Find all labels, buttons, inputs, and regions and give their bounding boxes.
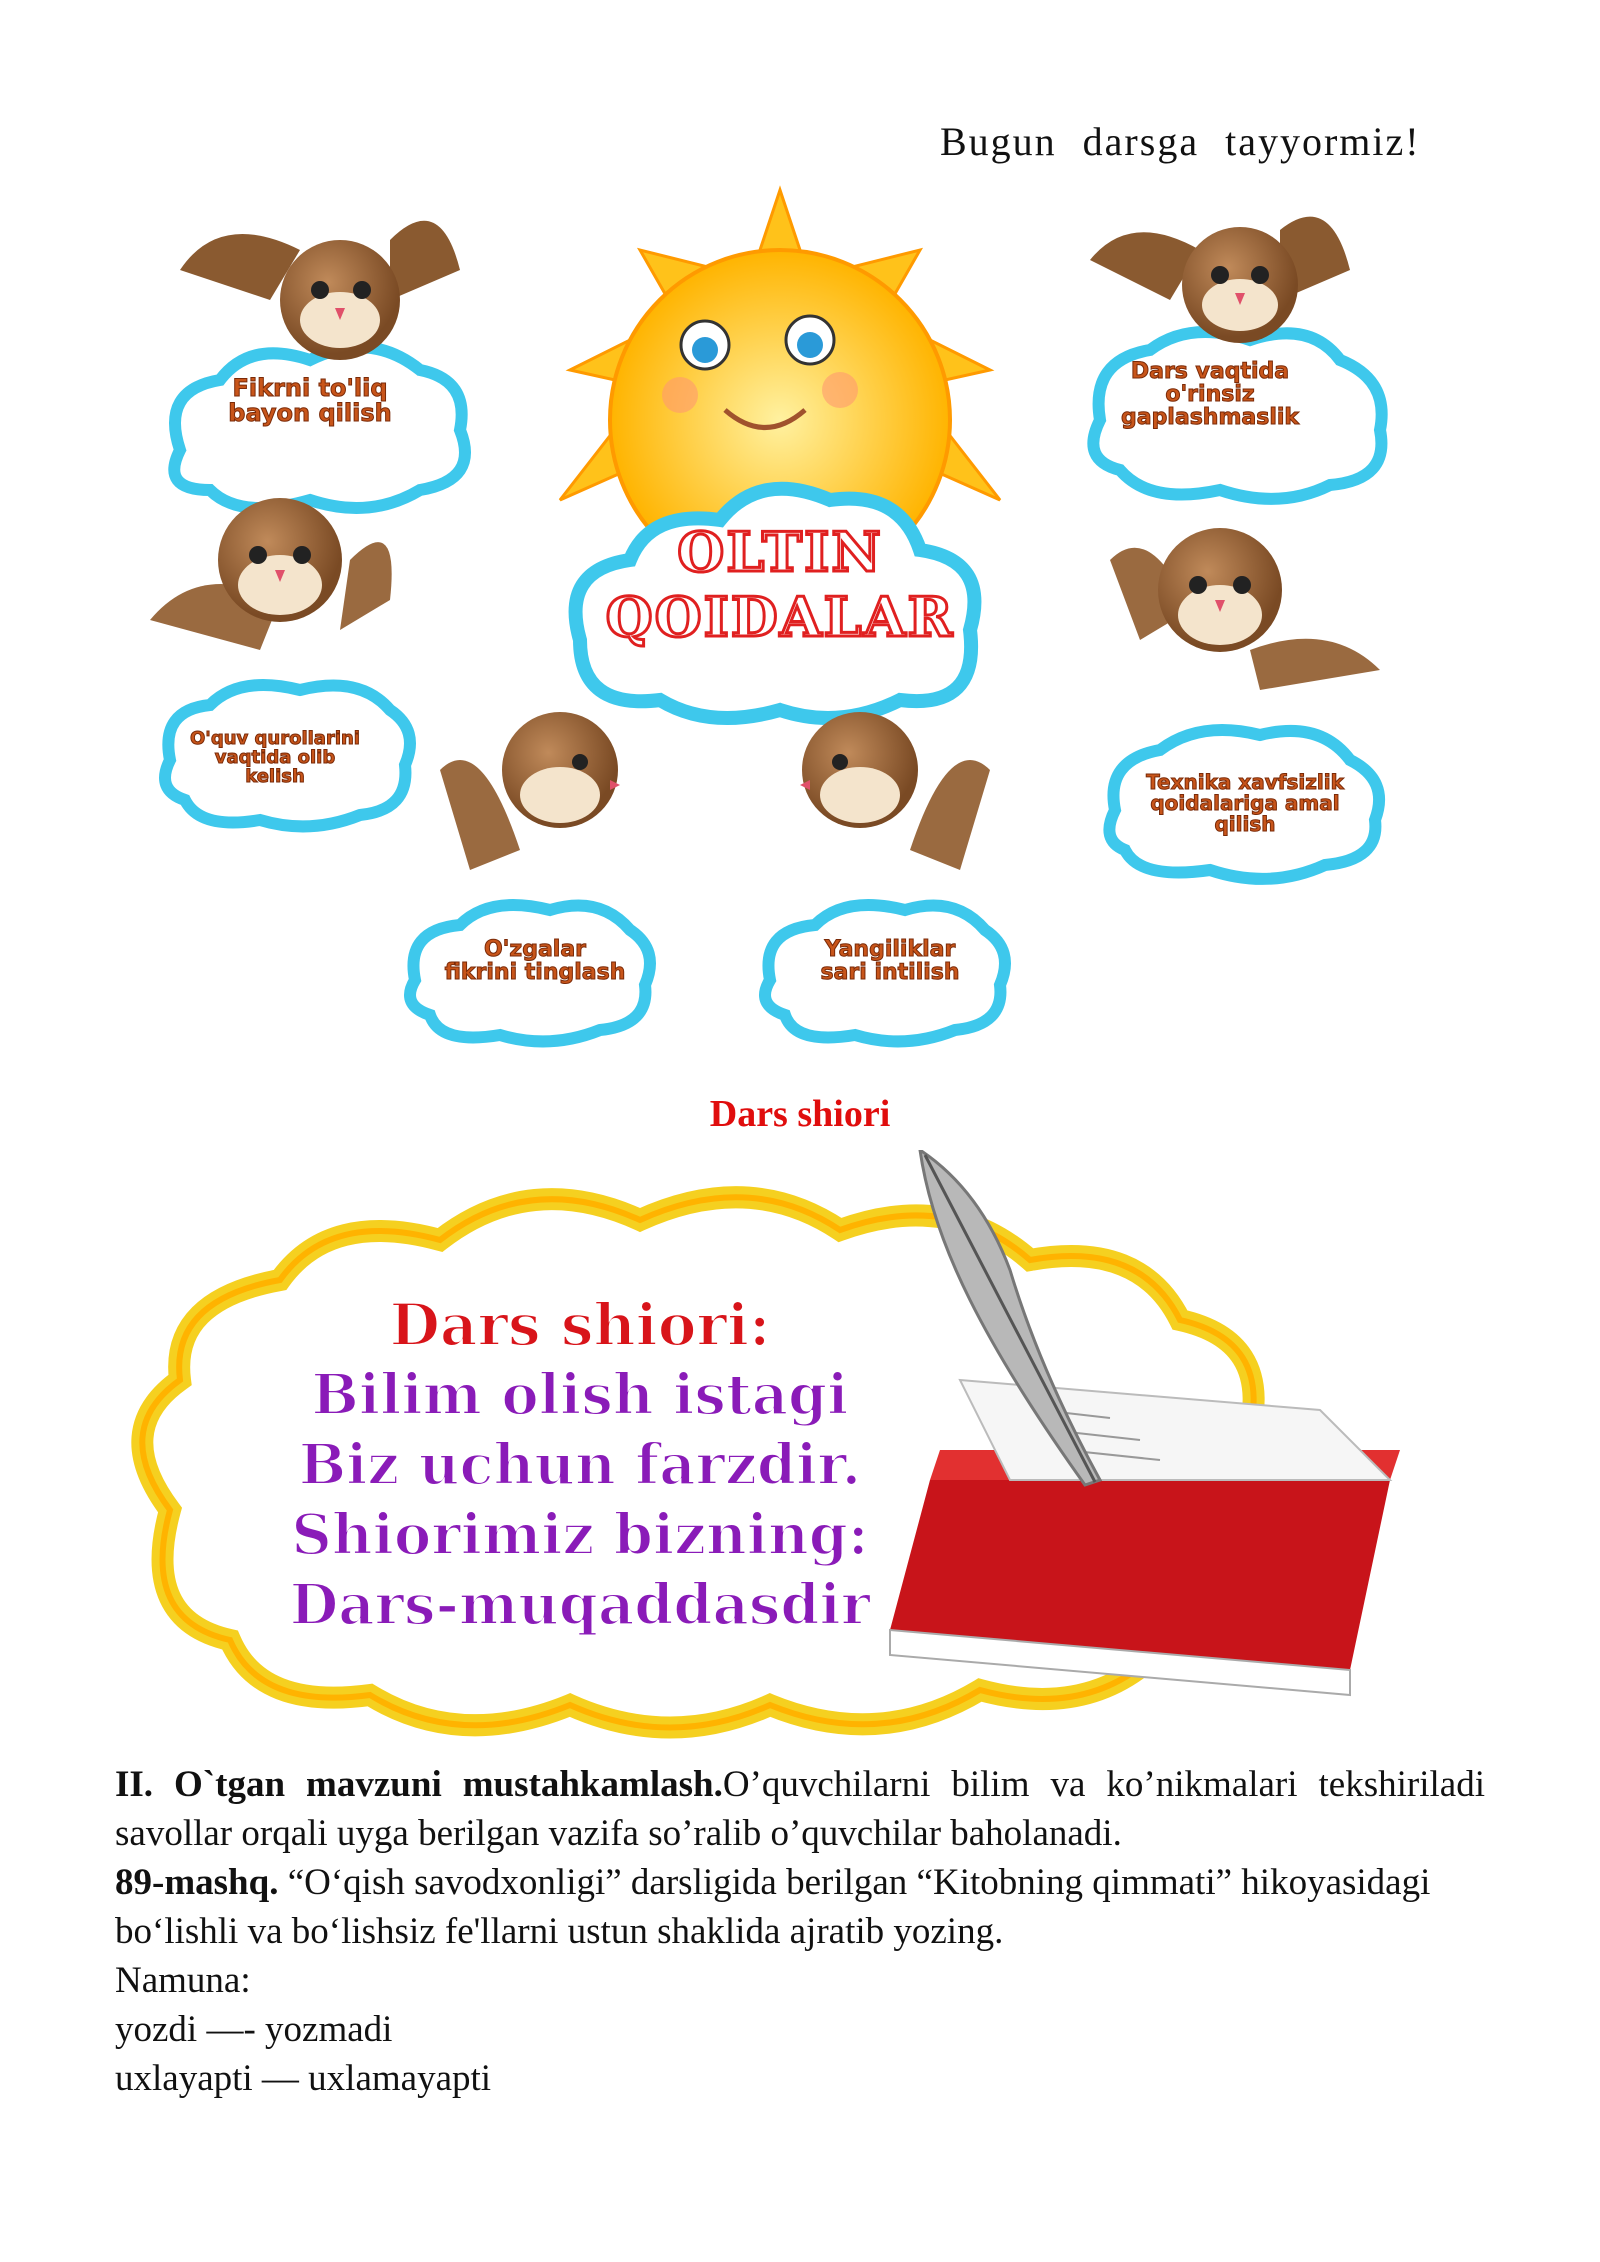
poster-title-line1: OLTIN: [677, 520, 883, 584]
exercise-text: “O‘qish savodxonligi” darsligida berilgan “Kitobning qimmati” hikoyasidagi bo‘lishli va bo‘lishsiz fe'llarni ustun shaklida ajratib yozing.: [115, 1862, 1431, 1952]
sample-label: Namuna:: [115, 1960, 251, 2001]
bird-5: [440, 712, 620, 870]
motto-line-4: Dars-muqaddasdir: [289, 1572, 871, 1638]
motto-line-2: Biz uchun farzdir.: [298, 1432, 862, 1498]
rule-4-line1: Texnika xavfsizlik: [1146, 770, 1344, 794]
rule-6-line2: sari intilish: [820, 960, 960, 986]
rule-5-line1: O'zgalar: [483, 937, 587, 962]
motto-text: [240, 1290, 920, 1640]
rule-4-line2: qoidalariga amal: [1150, 791, 1340, 815]
exercise-paragraph: [115, 1858, 1485, 1956]
rule-label-4: [1125, 772, 1365, 835]
bird-6: [800, 712, 990, 870]
lesson-body: [115, 1760, 1485, 2103]
motto-line-3: Shiorimiz bizning:: [291, 1502, 869, 1568]
rule-1-line2: bayon qilish: [228, 399, 392, 428]
section-paragraph: [115, 1760, 1485, 1858]
rule-label-1: [200, 376, 420, 426]
section-text: O’quvchilarni bilim va ko’nikmalari tekshiriladi savollar orqali uyga berilgan vazifa so’ralib o’quvchilar baholanadi.: [115, 1764, 1485, 1854]
bird-2: [1090, 217, 1350, 343]
rule-label-3: [160, 730, 390, 787]
greeting-text: Bugun darsga tayyormiz!: [940, 119, 1421, 164]
example-1: yozdi —- yozmadi: [115, 2009, 393, 2050]
section-heading: II. O`tgan mavzuni mustahkamlash.: [115, 1764, 723, 1805]
bird-3: [150, 498, 392, 650]
rule-label-5: [430, 938, 640, 984]
bird-1: [180, 221, 460, 360]
rule-3-line3: kelish: [245, 765, 305, 787]
rule-6-line1: Yangiliklar: [824, 937, 956, 962]
poster-title: [600, 520, 960, 650]
section-subtitle: Dars shiori: [709, 1093, 891, 1135]
example-2: uxlayapti — uxlamayapti: [115, 2058, 492, 2099]
rule-cloud-1: [174, 347, 465, 508]
rule-2-line1: Dars vaqtida: [1130, 359, 1290, 384]
rule-3-line2: vaqtida olib: [214, 746, 336, 768]
rule-2-line2: o'rinsiz: [1165, 382, 1255, 408]
rule-2-line3: gaplashmaslik: [1120, 405, 1300, 431]
rule-1-line1: Fikrni to'liq: [232, 374, 388, 402]
exercise-label: 89-mashq.: [115, 1862, 279, 1903]
rule-5-line2: fikrini tinglash: [444, 960, 626, 986]
motto-title: Dars shiori:: [389, 1291, 771, 1359]
rule-4-line3: qilish: [1214, 812, 1276, 836]
rule-label-2: [1100, 360, 1320, 429]
rule-label-6: [785, 938, 995, 984]
poster-title-line2: QOIDALAR: [605, 584, 955, 649]
bird-4: [1110, 528, 1380, 690]
rule-3-line1: O'quv qurollarini: [190, 728, 360, 749]
motto-line-1: Bilim olish istagi: [311, 1362, 849, 1428]
